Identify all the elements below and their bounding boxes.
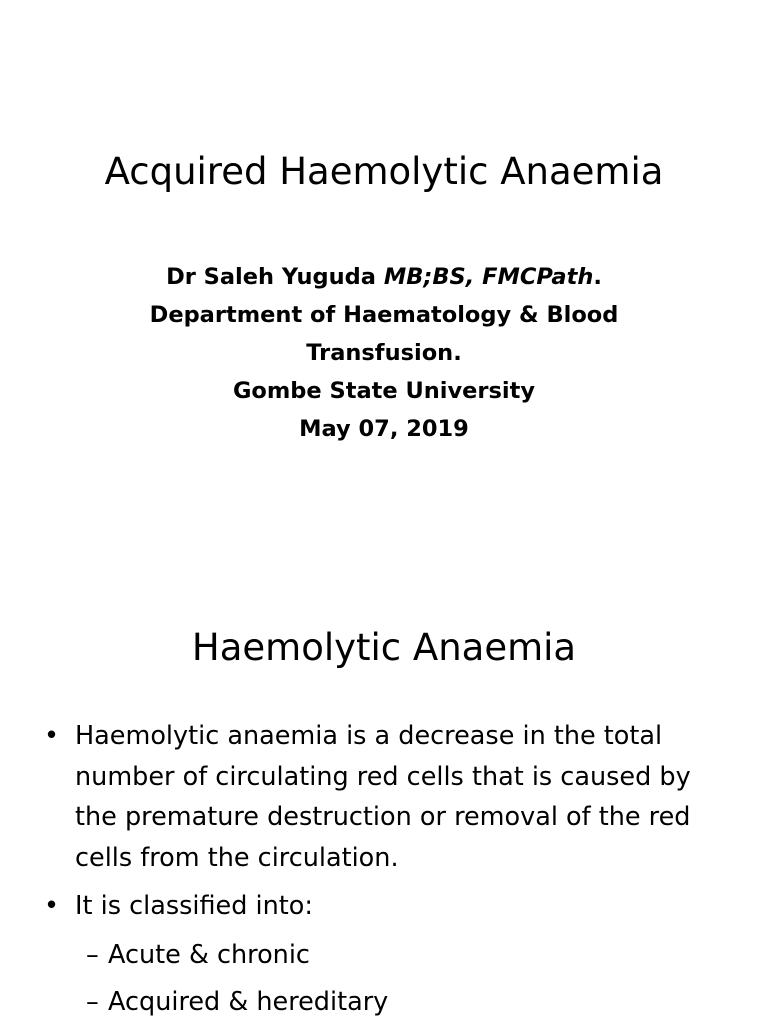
bullet-item xyxy=(44,716,724,878)
bullet-text: Haemolytic anaemia is a decrease in the total number of circulating red cells that is caused by the premature destruction or removal of the red cells from the circulation. xyxy=(75,721,691,873)
slide-title: Haemolytic Anaemia xyxy=(191,626,577,669)
sub-bullet-item xyxy=(44,982,724,1023)
sub-bullet-glyph: – xyxy=(86,939,99,970)
sub-bullet-text: Acute & chronic xyxy=(108,939,310,970)
subtitle-block xyxy=(90,258,678,448)
sub-bullet-text: Acquired & hereditary xyxy=(108,987,389,1017)
department-line-1: Department of Haematology & Blood xyxy=(149,302,619,328)
bullet-item xyxy=(44,886,724,927)
bullet-glyph: • xyxy=(44,721,60,751)
sub-bullet-item xyxy=(44,935,724,976)
content-slide xyxy=(0,576,768,1024)
author-terminator: . xyxy=(593,264,602,290)
slide-title: Acquired Haemolytic Anaemia xyxy=(104,150,664,193)
bullet-list xyxy=(44,716,724,1030)
institution-line: Gombe State University xyxy=(232,378,536,404)
sub-bullet-glyph: – xyxy=(86,987,99,1017)
author-credentials: MB;BS, FMCPath xyxy=(383,264,594,290)
author-line xyxy=(90,258,678,296)
bullet-text: It is classified into: xyxy=(75,891,313,921)
department-line-2: Transfusion. xyxy=(306,340,462,366)
bullet-glyph: • xyxy=(44,891,60,921)
date-line: May 07, 2019 xyxy=(299,416,469,442)
author-name: Dr Saleh Yuguda xyxy=(166,264,384,290)
